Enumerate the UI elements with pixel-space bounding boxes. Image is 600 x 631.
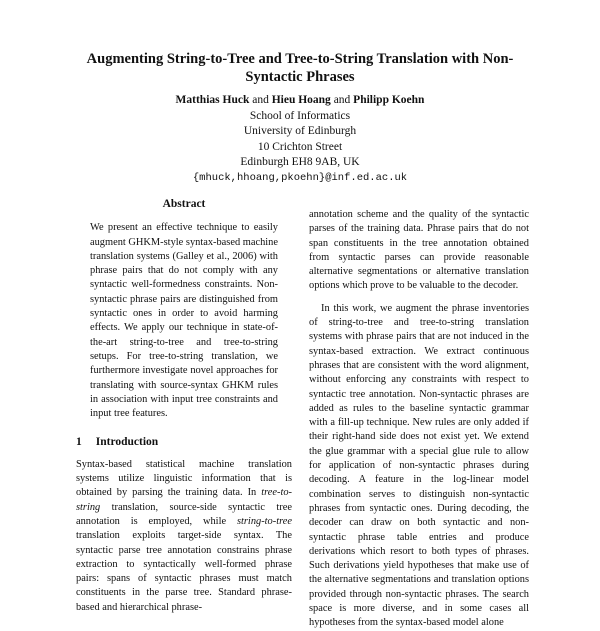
affiliation-line: 10 Crichton Street [257,140,343,153]
body-paragraph: In this work, we augment the phrase inventories of string-to-tree and tree-to-string translation systems with phrase pairs that are not induced in the syntax-based extraction. We extract continuous phrases that are consistent with the word alignment, without enforcing any constraints with respect to syntactic tree annotation. Non-syntactic phrases are added as rules to the baseline syntactic grammar with a fill-up technique. New rules are only added if their right-hand side does not exist yet. We extend the glue grammar with a special glue rule to allow for application of non-syntactic phrases during decoding. A feature in the log-linear model combination serves to distinguish non-syntactic phrases from syntactic ones. During decoding, the decoder can draw on both syntactic and non-syntactic phrase table entries and produce derivations which resort to both types of phrases. Such derivations yield hypotheses that make use of the alternative segmentations and translation options provided through non-syntactic phrases. The search space is more diverse, and in some cases all hypotheses from the syntax-based model alone [309,302,529,629]
author-names [100,93,500,109]
author-separator: and [252,94,269,106]
section-title: Introduction [95,436,159,449]
author-3: Philipp Koehn [353,94,425,106]
abstract-text: We present an effective technique to easily augment GHKM-style syntax-based machine translation systems (Galley et al., 2006) with phrase pairs that do not comply with any syntactic well-formedness constraints. Non-syntactic phrase pairs are distinguished from syntactic ones in order to avoid harming effects. We apply our technique in state-of-the-art string-to-tree and tree-to-string setups. For tree-to-string translation, we furthermore investigate novel approaches for translating with source-syntax GHKM rules in association with input tree constraints and input tree features. [90,222,278,420]
affiliation-line: University of Edinburgh [243,125,357,137]
author-separator: and [333,94,351,106]
section-heading [76,435,292,449]
author-email: {mhuck,hhoang,pkoehn}@inf.ed.ac.uk [192,171,408,184]
section-number: 1 [76,436,82,449]
intro-paragraph: Syntax-based statistical machine translation systems utilize linguistic information that is obtained by parsing the training data. In tree-to-string translation, source-side syntactic tree annotation is employed, while string-to-tree translation exploits target-side syntax. The syntactic parse tree annotation constrains phrase extraction to syntactically well-formed phrase pairs: spans of syntactic phrases must match constituents in the parse tree. Standard phrase-based and hierarchical phrase- [76,458,292,613]
left-column [76,197,292,615]
author-1: Matthias Huck [175,94,250,106]
emphasis-term: string-to-tree [236,515,292,527]
abstract-heading: Abstract [162,198,206,210]
emphasis-term: tree-to-string [76,487,292,513]
right-column [309,208,529,631]
paper-title: Augmenting String-to-Tree and Tree-to-String Translation with Non-Syntactic Phrases [86,51,514,85]
body-paragraph: annotation scheme and the quality of the syntactic parses of the training data. Phrase pairs that do not span constituents in the tree annotation obtained from syntactic parses can provide reasonable alternative segmentations or alternative translation options which prove to be valuable to the decoder. [309,209,529,292]
affiliation-line: School of Informatics [249,109,351,122]
author-block [100,93,500,186]
author-2: Hieu Hoang [271,94,331,106]
affiliation-line: Edinburgh EH8 9AB, UK [240,156,360,168]
